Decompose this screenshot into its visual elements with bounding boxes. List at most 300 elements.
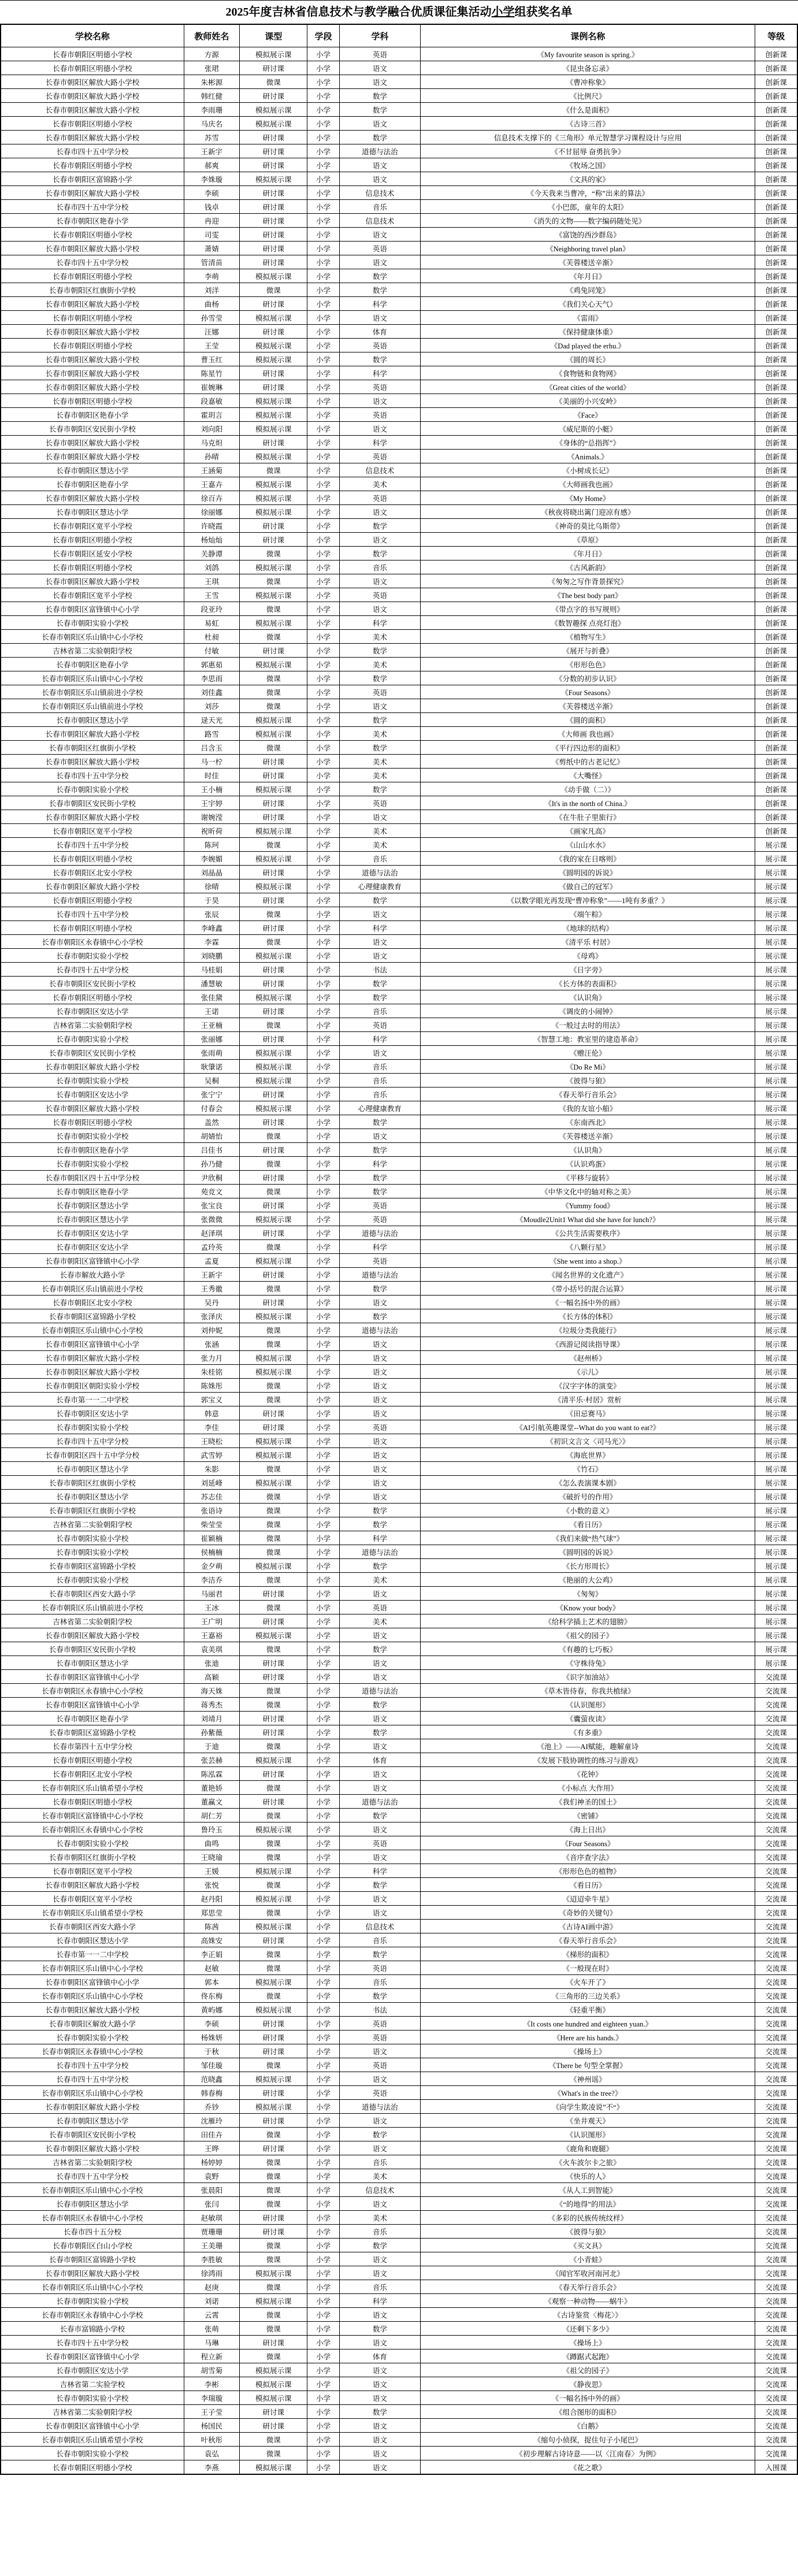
course-title-cell: 《数智趣探 点亮灯泡》 xyxy=(421,616,755,630)
course-title-cell: 《昆虫备忘录》 xyxy=(421,61,755,75)
subject-cell: 美术 xyxy=(339,630,421,644)
school-cell: 长春市朝阳区解放大路小学校 xyxy=(1,131,184,144)
stage-cell: 小学 xyxy=(307,2003,339,2017)
stage-cell: 小学 xyxy=(307,782,339,796)
grade-cell: 创新课 xyxy=(755,519,797,533)
school-cell: 长春市朝阳区明德小学校 xyxy=(1,117,184,131)
school-cell: 长春市四十五中学分校 xyxy=(1,144,184,158)
school-cell: 长春市朝阳区安民街小学校 xyxy=(1,422,184,436)
school-cell: 长春市朝阳区慧达小学 xyxy=(1,1490,184,1504)
school-cell: 长春市朝阳区解放大路小学校 xyxy=(1,1628,184,1642)
course-title-cell: 《怎么表演课本剧》 xyxy=(421,1476,755,1490)
teacher-name-cell: 赵庚 xyxy=(184,2280,240,2294)
subject-cell: 语文 xyxy=(339,907,421,921)
table-row xyxy=(1,1198,797,1212)
stage-cell: 小学 xyxy=(307,2349,339,2363)
grade-cell: 创新课 xyxy=(755,727,797,741)
table-row xyxy=(1,255,797,269)
grade-cell: 展示课 xyxy=(755,1379,797,1393)
subject-cell: 英语 xyxy=(339,1198,421,1212)
course-title-cell: 《大嘴怪》 xyxy=(421,769,755,782)
teacher-name-cell: 程立新 xyxy=(184,2349,240,2363)
teacher-name-cell: 马丽君 xyxy=(184,1587,240,1601)
teacher-name-cell: 蒋秀杰 xyxy=(184,1698,240,1712)
table-row xyxy=(1,810,797,824)
course-title-cell: 《轻重平衡》 xyxy=(421,2003,755,2017)
subject-cell: 体育 xyxy=(339,325,421,339)
course-type-cell: 微课 xyxy=(240,1323,307,1337)
school-cell: 长春市朝阳区解放大路小学校 xyxy=(1,75,184,89)
teacher-name-cell: 吴桐 xyxy=(184,1074,240,1087)
school-cell: 长春市朝阳区四十五中学分校 xyxy=(1,1448,184,1462)
stage-cell: 小学 xyxy=(307,1920,339,1933)
course-title-cell: 《认识图形》 xyxy=(421,2128,755,2141)
subject-cell: 语文 xyxy=(339,1670,421,1684)
course-title-cell: 《我的友谊小船》 xyxy=(421,1101,755,1115)
course-title-cell: 《My favourite season is spring.》 xyxy=(421,47,755,61)
subject-cell: 数学 xyxy=(339,1282,421,1296)
page-title-prefix: 2025年度吉林省信息技术与教学融合优质课征集活动 xyxy=(225,6,492,18)
table-row xyxy=(1,1129,797,1143)
grade-cell: 展示课 xyxy=(755,1212,797,1226)
grade-cell: 交流课 xyxy=(755,2419,797,2433)
stage-cell: 小学 xyxy=(307,810,339,824)
table-row xyxy=(1,1642,797,1656)
grade-cell: 创新课 xyxy=(755,450,797,463)
grade-cell: 交流课 xyxy=(755,1712,797,1725)
grade-cell: 展示课 xyxy=(755,1087,797,1101)
teacher-name-cell: 刘佳鑫 xyxy=(184,685,240,699)
course-type-cell: 模拟展示课 xyxy=(240,824,307,838)
school-cell: 长春市朝阳区慧达小学 xyxy=(1,1656,184,1670)
table-row xyxy=(1,2377,797,2391)
school-cell: 长春市朝阳区富锋镇中心小学 xyxy=(1,602,184,616)
table-row xyxy=(1,1753,797,1767)
subject-cell: 道德与法治 xyxy=(339,1226,421,1240)
course-type-cell: 研讨课 xyxy=(240,1656,307,1670)
course-title-cell: 《地球的结构》 xyxy=(421,921,755,935)
course-type-cell: 模拟展示课 xyxy=(240,1074,307,1087)
course-type-cell: 模拟展示课 xyxy=(240,1892,307,1906)
school-cell: 长春市朝阳区明德小学校 xyxy=(1,158,184,172)
teacher-name-cell: 王雪 xyxy=(184,588,240,602)
school-cell: 长春市朝阳区安达小学 xyxy=(1,1240,184,1254)
course-title-cell: 《看日历》 xyxy=(421,1878,755,1892)
table-row xyxy=(1,838,797,852)
stage-cell: 小学 xyxy=(307,1004,339,1018)
teacher-name-cell: 萧婧 xyxy=(184,242,240,255)
subject-cell: 数学 xyxy=(339,1559,421,1573)
school-cell: 长春市朝阳区解放大路小学校 xyxy=(1,1351,184,1365)
school-cell: 长春市朝阳区明德小学校 xyxy=(1,852,184,866)
stage-cell: 小学 xyxy=(307,1878,339,1892)
subject-cell: 美术 xyxy=(339,824,421,838)
grade-cell: 交流课 xyxy=(755,2017,797,2031)
course-type-cell: 微课 xyxy=(240,630,307,644)
stage-cell: 小学 xyxy=(307,769,339,782)
stage-cell: 小学 xyxy=(307,242,339,255)
school-cell: 长春市朝阳区乐山镇前进小学校 xyxy=(1,1601,184,1614)
table-row xyxy=(1,1739,797,1753)
table-row xyxy=(1,366,797,380)
teacher-name-cell: 张佳黛 xyxy=(184,990,240,1004)
school-cell: 长春市四十五中学分校 xyxy=(1,2336,184,2349)
teacher-name-cell: 王新宇 xyxy=(184,1268,240,1282)
stage-cell: 小学 xyxy=(307,713,339,727)
table-row xyxy=(1,921,797,935)
subject-cell: 音乐 xyxy=(339,1060,421,1074)
stage-cell: 小学 xyxy=(307,1628,339,1642)
course-type-cell: 微课 xyxy=(240,2447,307,2460)
grade-cell: 创新课 xyxy=(755,699,797,713)
course-title-cell: 《威尼斯的小艇》 xyxy=(421,422,755,436)
course-title-cell: 《芙蓉楼送辛渐》 xyxy=(421,255,755,269)
course-title-cell: 《蹲踞式起跑》 xyxy=(421,2349,755,2363)
course-type-cell: 模拟展示课 xyxy=(240,782,307,796)
course-title-cell: 《The best body part》 xyxy=(421,588,755,602)
course-title-cell: 《海上日出》 xyxy=(421,1822,755,1836)
course-title-cell: 《祖父的园子》 xyxy=(421,1628,755,1642)
school-cell: 长春市第一一二中学校 xyxy=(1,1393,184,1406)
teacher-name-cell: 刘鸽 xyxy=(184,561,240,574)
table-row xyxy=(1,1614,797,1628)
table-row xyxy=(1,2447,797,2460)
stage-cell: 小学 xyxy=(307,436,339,450)
school-cell: 长春市朝阳区艳春小学 xyxy=(1,408,184,422)
grade-cell: 交流课 xyxy=(755,1933,797,1947)
course-type-cell: 模拟展示课 xyxy=(240,2266,307,2280)
teacher-name-cell: 刘晓鹏 xyxy=(184,949,240,963)
subject-cell: 数学 xyxy=(339,2322,421,2336)
course-type-cell: 研讨课 xyxy=(240,1767,307,1781)
stage-cell: 小学 xyxy=(307,824,339,838)
course-type-cell: 微课 xyxy=(240,685,307,699)
course-title-cell: 《操场上》 xyxy=(421,2336,755,2349)
school-cell: 长春市朝阳区艳春小学 xyxy=(1,1143,184,1157)
course-type-cell: 模拟展示课 xyxy=(240,422,307,436)
table-row xyxy=(1,1864,797,1878)
grade-cell: 创新课 xyxy=(755,574,797,588)
course-title-cell: 《垃圾分类我能行》 xyxy=(421,1323,755,1337)
table-row xyxy=(1,380,797,394)
grade-cell: 创新课 xyxy=(755,47,797,61)
course-title-cell: 《芙蓉楼送辛渐》 xyxy=(421,1129,755,1143)
teacher-name-cell: 朱桂铭 xyxy=(184,1365,240,1379)
subject-cell: 语文 xyxy=(339,255,421,269)
grade-cell: 交流课 xyxy=(755,1864,797,1878)
stage-cell: 小学 xyxy=(307,2322,339,2336)
grade-cell: 展示课 xyxy=(755,1601,797,1614)
course-type-cell: 微课 xyxy=(240,741,307,755)
course-type-cell: 模拟展示课 xyxy=(240,2363,307,2377)
school-cell: 长春市朝阳区北安小学校 xyxy=(1,1296,184,1309)
teacher-name-cell: 尹欣桐 xyxy=(184,1171,240,1185)
subject-cell: 数学 xyxy=(339,977,421,990)
school-cell: 长春市朝阳区解放大路小学校 xyxy=(1,366,184,380)
course-type-cell: 研讨课 xyxy=(240,200,307,214)
course-title-cell: 《平移与旋转》 xyxy=(421,1171,755,1185)
grade-cell: 交流课 xyxy=(755,2322,797,2336)
teacher-name-cell: 于昊 xyxy=(184,893,240,907)
table-row xyxy=(1,824,797,838)
teacher-name-cell: 李硕 xyxy=(184,186,240,200)
stage-cell: 小学 xyxy=(307,1753,339,1767)
table-row xyxy=(1,1268,797,1282)
stage-cell: 小学 xyxy=(307,325,339,339)
teacher-name-cell: 冉迎 xyxy=(184,214,240,228)
school-cell: 长春市朝阳区解放大路小学校 xyxy=(1,436,184,450)
course-type-cell: 微课 xyxy=(240,935,307,949)
course-title-cell: 《有趣的七巧板》 xyxy=(421,1642,755,1656)
subject-cell: 科学 xyxy=(339,1157,421,1171)
school-cell: 长春市朝阳区明德小学校 xyxy=(1,990,184,1004)
table-row xyxy=(1,1795,797,1809)
course-type-cell: 模拟展示课 xyxy=(240,1101,307,1115)
course-title-cell: 《牧场之国》 xyxy=(421,158,755,172)
stage-cell: 小学 xyxy=(307,1961,339,1975)
table-row xyxy=(1,1809,797,1822)
course-title-cell: 《端午粽》 xyxy=(421,907,755,921)
course-type-cell: 模拟展示课 xyxy=(240,1559,307,1573)
grade-cell: 创新课 xyxy=(755,782,797,796)
course-type-cell: 模拟展示课 xyxy=(240,352,307,366)
table-row xyxy=(1,1531,797,1545)
table-row xyxy=(1,1698,797,1712)
course-title-cell: 《草木皆待春，你我共植绿》 xyxy=(421,1684,755,1698)
course-title-cell: 《圆明园的诉说》 xyxy=(421,866,755,879)
course-title-cell: 《Dad played the erhu.》 xyxy=(421,339,755,352)
course-title-cell: 《保持健康体重》 xyxy=(421,325,755,339)
course-type-cell: 研讨课 xyxy=(240,1268,307,1282)
teacher-name-cell: 王美珊 xyxy=(184,2239,240,2252)
grade-cell: 交流课 xyxy=(755,2044,797,2058)
teacher-name-cell: 袁弘 xyxy=(184,2447,240,2460)
stage-cell: 小学 xyxy=(307,616,339,630)
school-cell: 长春市朝阳实验小学校 xyxy=(1,2294,184,2308)
table-header-row xyxy=(1,24,797,47)
teacher-name-cell: 许晓霞 xyxy=(184,519,240,533)
course-type-cell: 研讨课 xyxy=(240,2017,307,2031)
subject-cell: 英语 xyxy=(339,1018,421,1032)
school-cell: 长春市朝阳区解放大路小学校 xyxy=(1,1060,184,1074)
course-type-cell: 研讨课 xyxy=(240,2419,307,2433)
table-row xyxy=(1,1587,797,1601)
column-header-grade: 等级 xyxy=(755,24,797,47)
course-type-cell: 模拟展示课 xyxy=(240,1975,307,1989)
table-row xyxy=(1,644,797,658)
subject-cell: 语文 xyxy=(339,1129,421,1143)
teacher-name-cell: 王新宇 xyxy=(184,144,240,158)
grade-cell: 展示课 xyxy=(755,935,797,949)
course-type-cell: 研讨课 xyxy=(240,644,307,658)
school-cell: 长春市朝阳区解放大路小学校 xyxy=(1,879,184,893)
stage-cell: 小学 xyxy=(307,1434,339,1448)
column-header-subject: 学科 xyxy=(339,24,421,47)
course-type-cell: 研讨课 xyxy=(240,1933,307,1947)
teacher-name-cell: 乔钞 xyxy=(184,2100,240,2114)
grade-cell: 交流课 xyxy=(755,2086,797,2100)
subject-cell: 美术 xyxy=(339,838,421,852)
table-row xyxy=(1,852,797,866)
subject-cell: 美术 xyxy=(339,755,421,769)
stage-cell: 小学 xyxy=(307,1698,339,1712)
table-row xyxy=(1,1892,797,1906)
school-cell: 长春市朝阳区慧达小学 xyxy=(1,1462,184,1476)
course-type-cell: 微课 xyxy=(240,1684,307,1698)
school-cell: 长春市朝阳区红旗街小学校 xyxy=(1,741,184,755)
course-type-cell: 研讨课 xyxy=(240,1004,307,1018)
stage-cell: 小学 xyxy=(307,1781,339,1795)
grade-cell: 展示课 xyxy=(755,1032,797,1046)
course-type-cell: 研讨课 xyxy=(240,2211,307,2225)
subject-cell: 数学 xyxy=(339,893,421,907)
subject-cell: 语文 xyxy=(339,1781,421,1795)
school-cell: 长春市朝阳区明德小学校 xyxy=(1,893,184,907)
grade-cell: 展示课 xyxy=(755,1531,797,1545)
teacher-name-cell: 孙紫薇 xyxy=(184,1725,240,1739)
school-cell: 长春市朝阳区乐山镇中心小学校 xyxy=(1,2183,184,2197)
table-row xyxy=(1,1434,797,1448)
course-type-cell: 微课 xyxy=(240,75,307,89)
course-title-cell: 《Moudle2Unit1 What did she have for lunch?》 xyxy=(421,1212,755,1226)
teacher-name-cell: 张迪 xyxy=(184,1656,240,1670)
page-title xyxy=(0,0,798,24)
table-row xyxy=(1,2349,797,2363)
course-title-cell: 《赵州桥》 xyxy=(421,1351,755,1365)
course-type-cell: 模拟展示课 xyxy=(240,616,307,630)
course-type-cell: 模拟展示课 xyxy=(240,727,307,741)
grade-cell: 创新课 xyxy=(755,269,797,283)
grade-cell: 展示课 xyxy=(755,1490,797,1504)
course-title-cell: 《古诗鉴赏〈梅花〉》 xyxy=(421,2308,755,2322)
course-type-cell: 研讨课 xyxy=(240,2141,307,2155)
table-row xyxy=(1,1157,797,1171)
course-type-cell: 微课 xyxy=(240,1282,307,1296)
course-type-cell: 模拟展示课 xyxy=(240,47,307,61)
stage-cell: 小学 xyxy=(307,2405,339,2419)
grade-cell: 交流课 xyxy=(755,1809,797,1822)
course-type-cell: 研讨课 xyxy=(240,255,307,269)
stage-cell: 小学 xyxy=(307,1573,339,1587)
course-type-cell: 微课 xyxy=(240,2280,307,2294)
course-type-cell: 微课 xyxy=(240,2349,307,2363)
school-cell: 长春市朝阳区安达小学 xyxy=(1,1004,184,1018)
grade-cell: 交流课 xyxy=(755,2114,797,2128)
school-cell: 长春市朝阳区解放大路小学校 xyxy=(1,380,184,394)
grade-cell: 创新课 xyxy=(755,505,797,519)
table-row xyxy=(1,2239,797,2252)
subject-cell: 语文 xyxy=(339,1351,421,1365)
course-type-cell: 模拟展示课 xyxy=(240,103,307,117)
table-row xyxy=(1,2058,797,2072)
table-row xyxy=(1,228,797,242)
subject-cell: 语文 xyxy=(339,1822,421,1836)
teacher-name-cell: 王秀徽 xyxy=(184,1282,240,1296)
grade-cell: 交流课 xyxy=(755,1767,797,1781)
course-type-cell: 微课 xyxy=(240,1836,307,1850)
grade-cell: 交流课 xyxy=(755,2211,797,2225)
subject-cell: 美术 xyxy=(339,477,421,491)
stage-cell: 小学 xyxy=(307,103,339,117)
grade-cell: 展示课 xyxy=(755,1656,797,1670)
course-type-cell: 模拟展示课 xyxy=(240,1365,307,1379)
table-row xyxy=(1,200,797,214)
table-row xyxy=(1,269,797,283)
stage-cell: 小学 xyxy=(307,366,339,380)
teacher-name-cell: 段嘉敏 xyxy=(184,394,240,408)
teacher-name-cell: 胡仁芳 xyxy=(184,1809,240,1822)
subject-cell: 道德与法治 xyxy=(339,866,421,879)
course-title-cell: 《大师画我也画》 xyxy=(421,477,755,491)
grade-cell: 创新课 xyxy=(755,602,797,616)
column-header-course-title: 课例名称 xyxy=(421,24,755,47)
school-cell: 长春市朝阳区解放大路小学校 xyxy=(1,2141,184,2155)
course-title-cell: 《智慧工地：教室里的建造革命》 xyxy=(421,1032,755,1046)
course-type-cell: 微课 xyxy=(240,1379,307,1393)
stage-cell: 小学 xyxy=(307,1171,339,1185)
course-title-cell: 《带小括号的混合运算》 xyxy=(421,1282,755,1296)
subject-cell: 语文 xyxy=(339,602,421,616)
teacher-name-cell: 王嘉卉 xyxy=(184,477,240,491)
teacher-name-cell: 郭本 xyxy=(184,1975,240,1989)
subject-cell: 信息技术 xyxy=(339,463,421,477)
grade-cell: 展示课 xyxy=(755,1559,797,1573)
course-type-cell: 微课 xyxy=(240,2322,307,2336)
subject-cell: 语文 xyxy=(339,2419,421,2433)
course-title-cell: 《春天举行音乐会》 xyxy=(421,1933,755,1947)
course-title-cell: 《迢迢牵牛星》 xyxy=(421,1892,755,1906)
course-title-cell: 《彼得与狼》 xyxy=(421,1074,755,1087)
course-title-cell: 《It costs one hundred and eighteen yuan.》 xyxy=(421,2017,755,2031)
stage-cell: 小学 xyxy=(307,2419,339,2433)
stage-cell: 小学 xyxy=(307,1448,339,1462)
teacher-name-cell: 董艳娇 xyxy=(184,1781,240,1795)
grade-cell: 创新课 xyxy=(755,366,797,380)
teacher-name-cell: 李燕 xyxy=(184,2460,240,2475)
grade-cell: 展示课 xyxy=(755,1157,797,1171)
course-type-cell: 研讨课 xyxy=(240,2225,307,2239)
table-row xyxy=(1,103,797,117)
stage-cell: 小学 xyxy=(307,1226,339,1240)
subject-cell: 数学 xyxy=(339,741,421,755)
school-cell: 长春市朝阳区安民街小学校 xyxy=(1,2128,184,2141)
course-type-cell: 研讨课 xyxy=(240,131,307,144)
course-type-cell: 模拟展示课 xyxy=(240,339,307,352)
teacher-name-cell: 高颖 xyxy=(184,1670,240,1684)
subject-cell: 语文 xyxy=(339,1365,421,1379)
subject-cell: 英语 xyxy=(339,2031,421,2044)
teacher-name-cell: 朱彬源 xyxy=(184,75,240,89)
grade-cell: 交流课 xyxy=(755,2391,797,2405)
subject-cell: 语文 xyxy=(339,2252,421,2266)
stage-cell: 小学 xyxy=(307,1074,339,1087)
table-row xyxy=(1,2072,797,2086)
subject-cell: 数学 xyxy=(339,713,421,727)
school-cell: 长春市朝阳区乐山镇中心小学校 xyxy=(1,1323,184,1337)
table-row xyxy=(1,339,797,352)
subject-cell: 语文 xyxy=(339,2460,421,2475)
subject-cell: 英语 xyxy=(339,242,421,255)
grade-cell: 创新课 xyxy=(755,297,797,311)
table-row xyxy=(1,1504,797,1517)
table-row xyxy=(1,1476,797,1490)
school-cell: 长春市朝阳实验小学校 xyxy=(1,1545,184,1559)
table-row xyxy=(1,394,797,408)
course-title-cell: 《静夜思》 xyxy=(421,2377,755,2391)
table-row xyxy=(1,1725,797,1739)
course-title-cell: 《平行四边形的面积》 xyxy=(421,741,755,755)
school-cell: 长春市朝阳区富锦路小学校 xyxy=(1,1309,184,1323)
